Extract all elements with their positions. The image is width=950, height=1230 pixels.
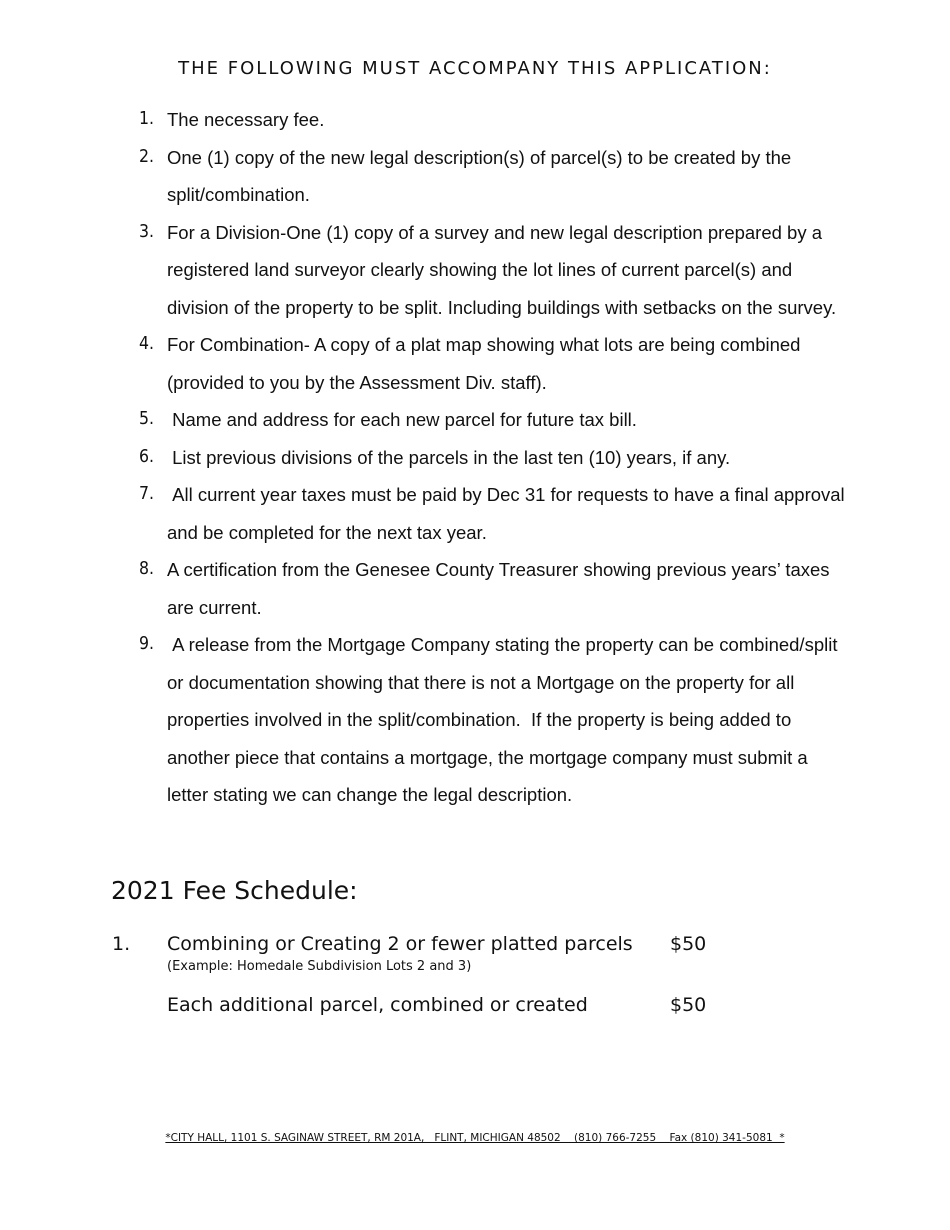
list-item-text: A certification from the Genesee County Treasurer showing previous years’ taxes are current. — [167, 559, 835, 618]
fee-item-example: (Example: Homedale Subdivision Lots 2 and 3) — [167, 959, 472, 974]
fee-item-label: Combining or Creating 2 or fewer platted parcels — [167, 933, 633, 955]
list-item-number: 8. — [139, 559, 155, 579]
requirements-list — [0, 101, 950, 814]
list-item-text: All current year taxes must be paid by Dec 31 for requests to have a final approval and be completed for the next tax year. — [167, 484, 850, 543]
list-item-text: Name and address for each new parcel for future tax bill. — [167, 409, 637, 430]
list-item-number: 6. — [139, 446, 155, 467]
list-item — [0, 101, 950, 139]
list-item — [0, 326, 950, 401]
list-item-number: 2. — [139, 146, 155, 167]
list-item — [0, 139, 950, 214]
fee-item-amount: $50 — [670, 994, 707, 1016]
list-item — [0, 551, 950, 626]
fee-schedule-title: 2021 Fee Schedule: — [111, 876, 358, 905]
list-item — [0, 401, 950, 439]
list-item — [0, 214, 950, 327]
list-item-text: The necessary fee. — [167, 109, 325, 130]
page-heading: THE FOLLOWING MUST ACCOMPANY THIS APPLICATION: — [178, 58, 772, 79]
list-item-number: 9. — [139, 634, 155, 654]
list-item — [0, 476, 950, 551]
list-item-number: 3. — [139, 221, 155, 242]
list-item-text: List previous divisions of the parcels in the last ten (10) years, if any. — [167, 446, 731, 468]
list-item-number: 1. — [139, 109, 155, 129]
fee-item-number: 1. — [112, 933, 131, 955]
footer-text: *CITY HALL, 1101 S. SAGINAW STREET, RM 201A, FLINT, MICHIGAN 48502 (810) 766-7255 Fax (810) 341-5081 * — [165, 1132, 785, 1144]
list-item-text: For a Division-One (1) copy of a survey and new legal description prepared by a registered land surveyor clearly showing the lot lines of current parcel(s) and division of the property to be split. Including buildings with setbacks on the survey. — [167, 221, 837, 318]
list-item-text: A release from the Mortgage Company stating the property can be combined/split or documentation showing that there is not a Mortgage on the property for all properties involved in the split/combination. If the property is being added to another piece that contains a mortgage, the mortgage company must submit a letter stating we can change the legal description. — [167, 634, 843, 805]
list-item — [0, 626, 950, 814]
fee-item-amount: $50 — [670, 933, 707, 955]
list-item-number: 4. — [139, 334, 155, 354]
fee-item-label: Each additional parcel, combined or created — [167, 994, 588, 1016]
list-item — [0, 439, 950, 477]
list-item-text: One (1) copy of the new legal description(s) of parcel(s) to be created by the split/combination. — [167, 146, 797, 205]
list-item-text: For Combination- A copy of a plat map showing what lots are being combined (provided to you by the Assessment Div. staff). — [167, 334, 806, 393]
list-item-number: 5. — [139, 409, 155, 429]
list-item-number: 7. — [139, 484, 155, 504]
footer-address — [0, 1131, 950, 1145]
